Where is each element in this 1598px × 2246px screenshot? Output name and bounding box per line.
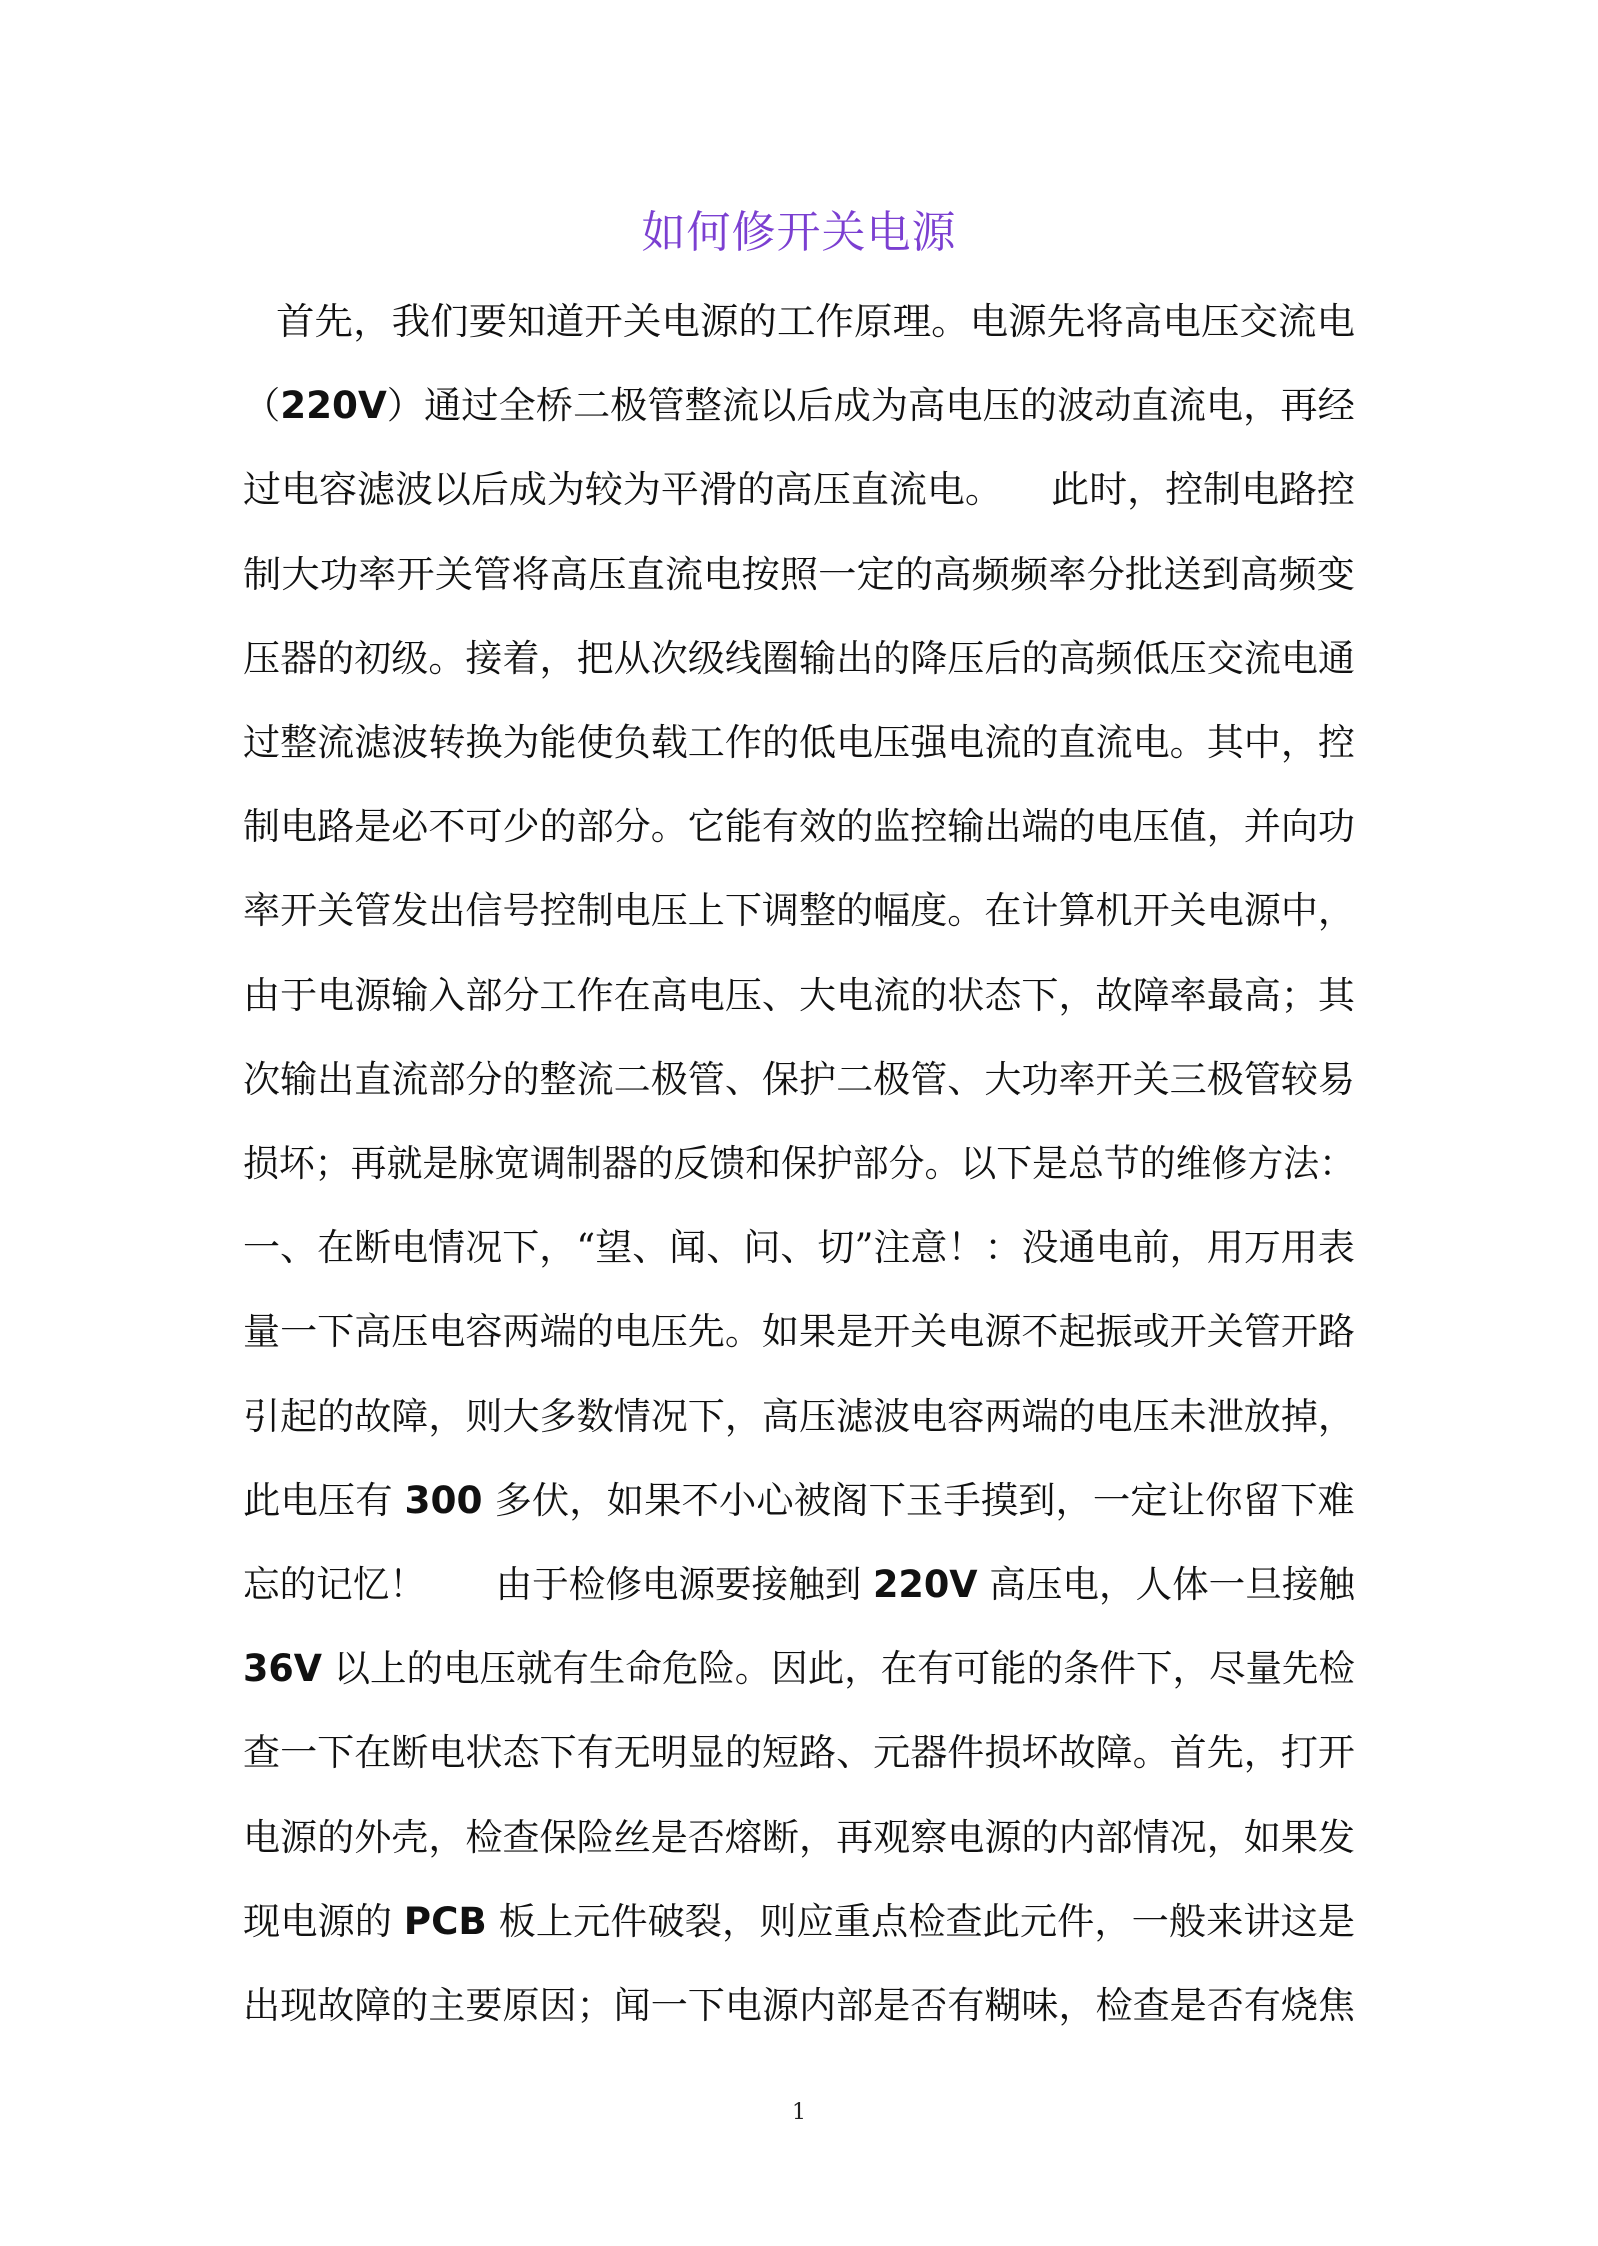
text-run: 板上元件破裂，则应重点检查此元件，一般来讲这是 xyxy=(486,1899,1356,1943)
text-run: 以上的电压就有生命危险。因此，在有可能的条件下，尽量先检 xyxy=(321,1647,1355,1691)
text-run: （ xyxy=(243,384,281,428)
text-run: 制大功率开关管将高压直流电按照一定的高频频率分批送到高频变 xyxy=(243,552,1355,596)
text-run: 忘的记忆！ 由于检修电源要接触到 xyxy=(243,1563,873,1606)
text-line xyxy=(243,376,1355,436)
text-run: 过整流滤波转换为能使负载工作的低电压强电流的直流电。其中，控 xyxy=(243,721,1355,764)
text-run: 引起的故障，则大多数情况下，高压滤波电容两端的电压未泄放掉， xyxy=(243,1394,1355,1438)
text-run: 多伏，如果不小心被阁下玉手摸到，一定让你留下难 xyxy=(482,1478,1355,1522)
text-run: 次输出直流部分的整流二极管、保护二极管、大功率开关三极管较易 xyxy=(243,1057,1355,1101)
text-line xyxy=(243,1892,1355,1952)
page-title: 如何修开关电源 xyxy=(641,207,957,258)
bold-text-run: PCB xyxy=(403,1899,487,1943)
text-line xyxy=(243,1976,1355,2036)
text-line xyxy=(243,545,1355,605)
text-run: 出现故障的主要原因；闻一下电源内部是否有糊味，检查是否有烧焦 xyxy=(243,1984,1355,2027)
text-line xyxy=(243,797,1355,857)
text-line xyxy=(243,881,1355,941)
text-line xyxy=(243,1050,1355,1110)
text-line xyxy=(243,1218,1355,1278)
text-line xyxy=(243,1302,1355,1362)
text-run: 损坏；再就是脉宽调制器的反馈和保护部分。以下是总节的维修方法： xyxy=(243,1142,1355,1185)
text-run: 过电容滤波以后成为较为平滑的高压直流电。 此时，控制电路控 xyxy=(243,468,1356,512)
bold-text-run: 36V xyxy=(243,1647,322,1691)
text-run: 由于电源输入部分工作在高电压、大电流的状态下，故障率最高；其 xyxy=(243,973,1355,1017)
text-line xyxy=(243,629,1355,689)
text-line xyxy=(243,1555,1355,1615)
text-line xyxy=(243,1808,1355,1868)
text-run: 查一下在断电状态下有无明显的短路、元器件损坏故障。首先，打开 xyxy=(243,1731,1355,1775)
text-run: 率开关管发出信号控制电压上下调整的幅度。在计算机开关电源中， xyxy=(243,889,1355,933)
text-line xyxy=(243,460,1355,520)
text-run: 高压电，人体一旦接触 xyxy=(977,1563,1355,1606)
text-run: 现电源的 xyxy=(243,1899,404,1943)
text-run: 电源的外壳，检查保险丝是否熔断，再观察电源的内部情况，如果发 xyxy=(243,1815,1355,1859)
text-line xyxy=(243,1387,1355,1447)
text-run: 量一下高压电容两端的电压先。如果是开关电源不起振或开关管开路 xyxy=(243,1310,1355,1354)
text-line xyxy=(243,966,1355,1026)
text-run: 首先，我们要知道开关电源的工作原理。电源先将高电压交流电 xyxy=(276,300,1355,343)
page-number: 1 xyxy=(792,2100,806,2125)
text-line xyxy=(243,1471,1355,1531)
text-run: ）通过全桥二极管整流以后成为高电压的波动直流电，再经 xyxy=(386,384,1355,428)
text-line xyxy=(243,713,1355,773)
bold-text-run: 300 xyxy=(404,1478,483,1522)
text-line xyxy=(243,1134,1355,1194)
bold-text-run: 220V xyxy=(872,1563,978,1606)
text-run: 一、在断电情况下，“望、闻、问、切”注意！：没通电前，用万用表 xyxy=(243,1226,1355,1270)
bold-text-run: 220V xyxy=(280,384,387,428)
text-run: 此电压有 xyxy=(243,1478,405,1522)
text-line xyxy=(243,1639,1355,1699)
text-line xyxy=(276,292,1355,352)
text-line xyxy=(243,1723,1355,1783)
text-run: 压器的初级。接着，把从次级线圈输出的降压后的高频低压交流电通 xyxy=(243,636,1355,680)
text-run: 制电路是必不可少的部分。它能有效的监控输出端的电压值，并向功 xyxy=(243,805,1355,849)
